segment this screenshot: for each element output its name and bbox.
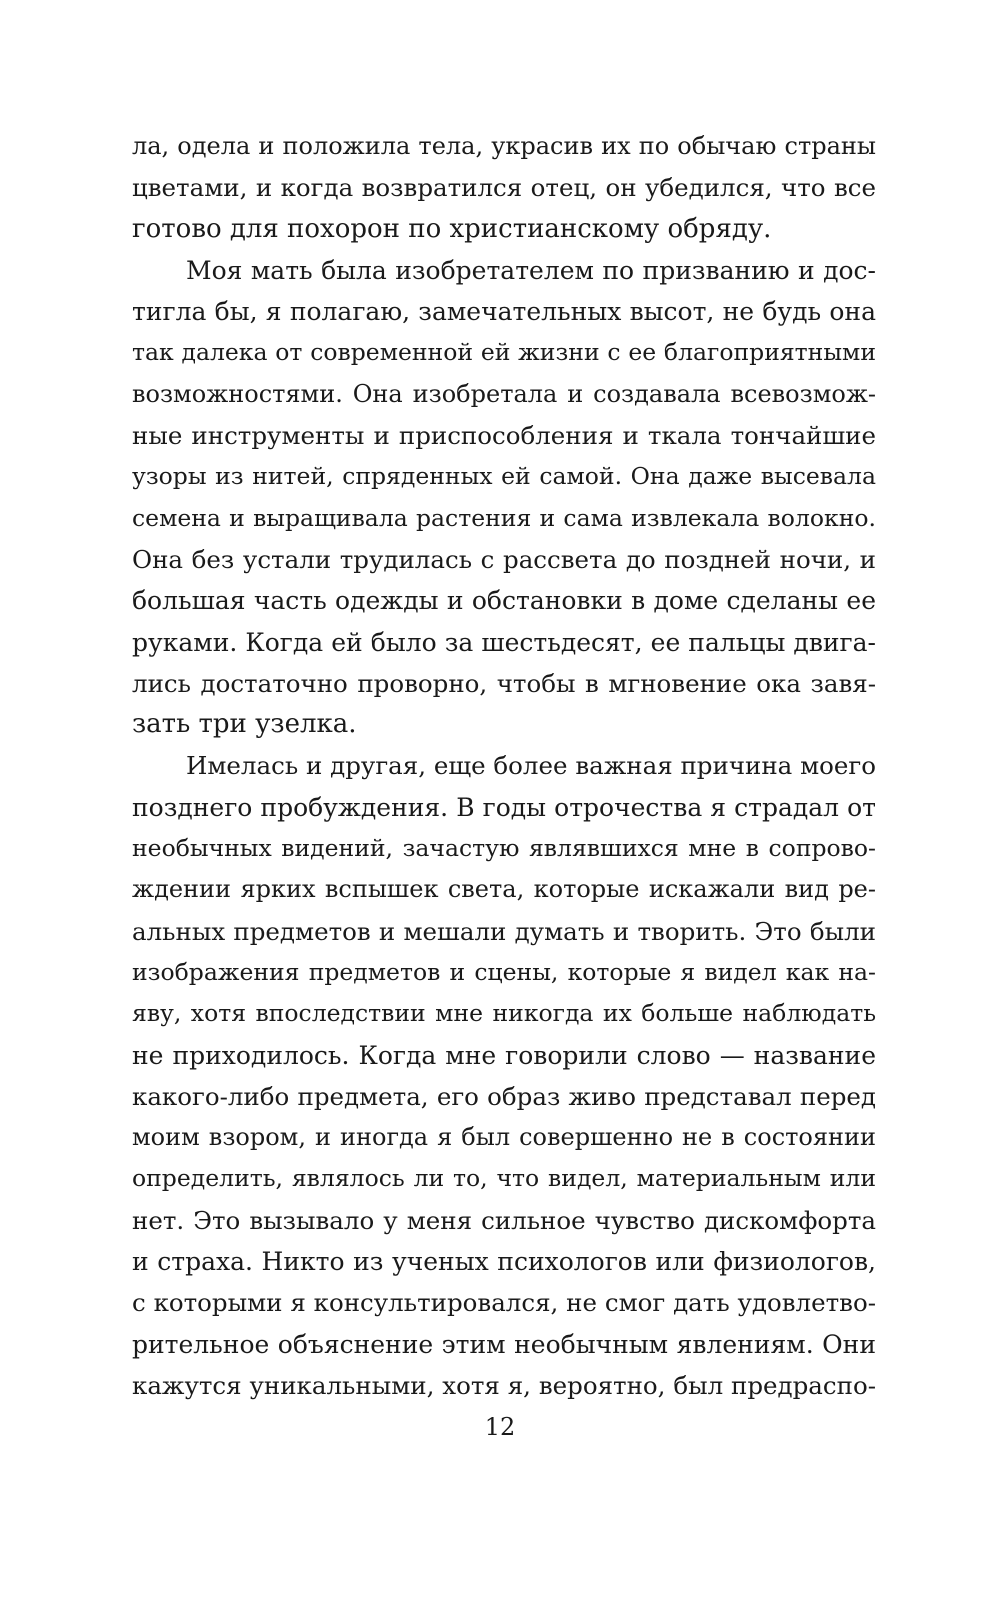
text-line: рительное объяснение этим необычным явлениям. Они — [132, 1329, 876, 1359]
text-line: не приходилось. Когда мне говорили слово — название — [132, 1040, 876, 1070]
text-line: моим взором, и иногда я был совершенно не в состоянии — [132, 1123, 876, 1152]
text-line: определить, являлось ли то, что видел, материальным или — [132, 1164, 876, 1193]
text-line: большая часть одежды и обстановки в доме сделаны ее — [132, 586, 876, 616]
text-line: Имелась и другая, еще более важная причина моего — [186, 751, 876, 781]
text-line: лись достаточно проворно, чтобы в мгновение ока завя- — [132, 668, 876, 698]
text-line: яву, хотя впоследствии мне никогда их больше наблюдать — [132, 999, 876, 1028]
page-number: 12 — [484, 1413, 516, 1441]
text-line: нет. Это вызывало у меня сильное чувство дискомфорта — [132, 1205, 876, 1235]
text-line: необычных видений, зачастую являвшихся мне в сопрово- — [132, 834, 876, 863]
text-line: кажутся уникальными, хотя я, вероятно, был предраспо- — [132, 1370, 876, 1400]
text-line: ла, одела и положила тела, украсив их по обычаю страны — [132, 132, 876, 160]
text-line: зать три узелка. — [132, 709, 357, 740]
text-line: узоры из нитей, спряденных ей самой. Она даже высевала — [132, 462, 876, 491]
text-line: позднего пробуждения. В годы отрочества я страдал от — [132, 792, 876, 822]
text-line: и страха. Никто из ученых психологов или физиологов, — [132, 1247, 876, 1277]
text-line: ные инструменты и приспособления и ткала тончайшие — [132, 421, 876, 451]
text-line: руками. Когда ей было за шестьдесят, ее пальцы двига- — [132, 627, 876, 657]
text-line: готово для похорон по христианскому обряду. — [132, 213, 772, 244]
text-line: изображения предметов и сцены, которые я видел как на- — [132, 957, 876, 986]
text-line: тигла бы, я полагаю, замечательных высот, не будь она — [132, 297, 876, 327]
text-line: возможностями. Она изобретала и создавала всевозмож- — [132, 379, 876, 408]
text-line: Моя мать была изобретателем по призванию и дос- — [186, 255, 876, 285]
text-line: цветами, и когда возвратился отец, он убедился, что все — [132, 173, 876, 203]
body-text — [132, 126, 876, 1406]
text-line: с которыми я консультировался, не смог дать удовлетво- — [132, 1288, 876, 1318]
text-line: семена и выращивала растения и сама извлекала волокно. — [132, 503, 876, 532]
text-line: альных предметов и мешали думать и творить. Это были — [132, 916, 876, 946]
text-line: так далека от современной ей жизни с ее благоприятными — [132, 338, 876, 367]
text-line: Она без устали трудилась с рассвета до поздней ночи, и — [132, 544, 876, 574]
text-line: ждении ярких вспышек света, которые искажали вид ре- — [132, 875, 876, 904]
text-line: какого-либо предмета, его образ живо представал перед — [132, 1081, 876, 1111]
